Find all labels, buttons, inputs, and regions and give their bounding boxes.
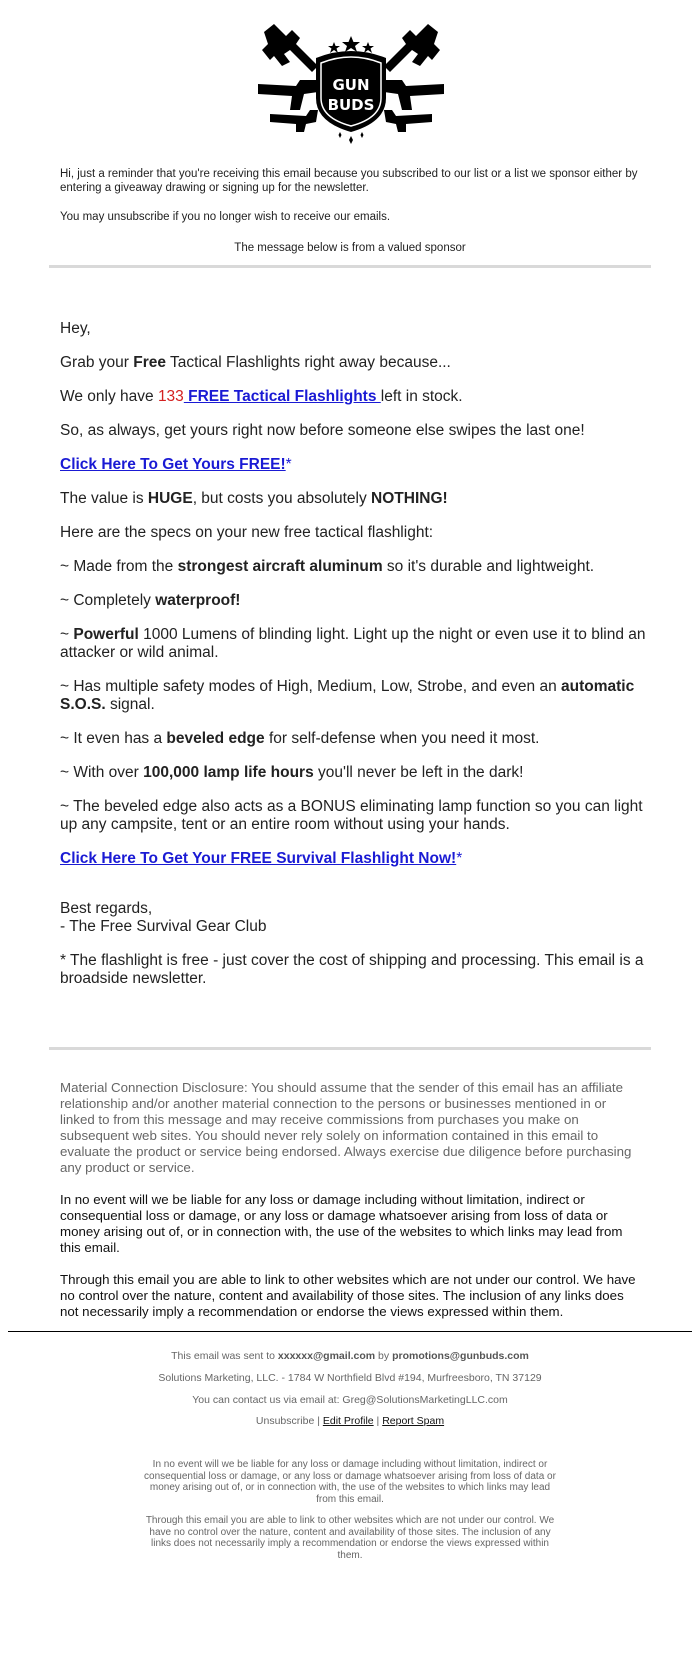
spec-item: ~ The beveled edge also acts as a BONUS eliminating lamp function so you can light up any campsite, tent or an entire room without using your hands.: [60, 798, 643, 833]
unsubscribe-note: You may unsubscribe if you no longer wish to receive our emails.: [60, 211, 391, 223]
signoff: Best regards,: [60, 900, 153, 917]
company-address: Solutions Marketing, LLC. - 1784 W Northfield Blvd #194, Murfreesboro, TN 37129: [158, 1372, 542, 1384]
footer-links: Unsubscribe | Edit Profile | Report Spam: [255, 1415, 445, 1427]
spec-item: ~ Completely waterproof!: [60, 592, 241, 609]
contact-line: You can contact us via email at: Greg@SolutionsMarketingLLC.com: [192, 1394, 508, 1406]
liability-notice: In no event will we be liable for any loss or damage including without limitation, indirect or consequential loss or damage, or any loss or damage whatsoever arising from loss of data or money arising out of, or in connection with, the use of the websites to which links may lead from this email.: [60, 1192, 623, 1255]
paragraph: The value is HUGE, but costs you absolutely NOTHING!: [60, 490, 448, 507]
subscription-reminder: Hi, just a reminder that you're receiving this email because you subscribed to our list or a list we sponsor either by entering a giveaway drawing or signing up for the newsletter.: [60, 168, 638, 194]
spec-item: ~ It even has a beveled edge for self-defense when you need it most.: [60, 730, 540, 747]
paragraph: Here are the specs on your new free tactical flashlight:: [60, 524, 434, 541]
sent-to-line: This email was sent to xxxxxx@gmail.com by promotions@gunbuds.com: [171, 1350, 529, 1362]
cta-paragraph: Click Here To Get Yours FREE!*: [60, 456, 292, 473]
footer-legal: [140, 1459, 560, 1571]
spec-item: ~ Made from the strongest aircraft aluminum so it's durable and lightweight.: [60, 558, 595, 575]
survival-flashlight-link[interactable]: Click Here To Get Your FREE Survival Flashlight Now!: [60, 850, 457, 867]
get-yours-free-link[interactable]: Click Here To Get Yours FREE!: [60, 456, 286, 473]
right-gun-icon: [384, 24, 444, 132]
paragraph: So, as always, get yours right now before someone else swipes the last one!: [60, 422, 585, 439]
footnote: * The flashlight is free - just cover the cost of shipping and processing. This email is a broadside newsletter.: [60, 952, 644, 987]
footer-links-notice: Through this email you are able to link to other websites which are not under our control. We have no control over the nature, content and availability of those sites. The inclusion of any links does not necessarily imply a recommendation or endorse the views expressed within them.: [145, 1515, 555, 1561]
signature: - The Free Survival Gear Club: [60, 918, 267, 935]
logo-text-gun: GUN: [332, 76, 370, 94]
paragraph: Grab your Free Tactical Flashlights right away because...: [60, 354, 451, 371]
paragraph: We only have 133 FREE Tactical Flashlights left in stock.: [60, 388, 463, 405]
spec-item: ~ With over 100,000 lamp life hours you'll never be left in the dark!: [60, 764, 524, 781]
external-links-notice: Through this email you are able to link to other websites which are not under our control. We have no control over the nature, content and availability of those sites. The inclusion of any links does not necessarily imply a recommendation or endorse the views expressed within them.: [60, 1272, 636, 1319]
footer-liability: In no event will we be liable for any loss or damage including without limitation, indirect or consequential loss or damage, or any loss or damage whatsoever arising from loss of data or money arising out of, or in connection with, the use of the websites to which links may lead from this email.: [144, 1459, 556, 1505]
spec-item: ~ Powerful 1000 Lumens of blinding light. Light up the night or even use it to blind an attacker or wild animal.: [60, 626, 646, 661]
report-spam-link[interactable]: Report Spam: [382, 1415, 445, 1427]
gunbuds-logo: [256, 14, 446, 148]
cta-paragraph: Click Here To Get Your FREE Survival Flashlight Now!*: [60, 850, 463, 867]
footer-divider: [8, 1331, 692, 1332]
divider: [49, 1047, 651, 1050]
email-body: [60, 320, 650, 1004]
divider: [49, 265, 651, 268]
material-disclosure: Material Connection Disclosure: You should assume that the sender of this email has an affiliate relationship and/or another material connection to the persons or businesses mentioned in or linked to from this message and may receive commissions from purchases you make on subsequent web sites. You should never rely solely on information contained in this email to evaluate the product or service being endorsed. Always exercise due diligence before purchasing any product or service.: [60, 1080, 632, 1175]
edit-profile-link[interactable]: Edit Profile: [322, 1415, 374, 1427]
unsubscribe-link[interactable]: Unsubscribe: [255, 1415, 315, 1427]
greeting: Hey,: [60, 320, 91, 337]
left-gun-icon: [258, 24, 318, 132]
logo-text-buds: BUDS: [327, 96, 375, 114]
disclaimer: [60, 1080, 642, 1336]
sponsor-note: The message below is from a valued sponsor: [234, 242, 466, 254]
spec-item: ~ Has multiple safety modes of High, Medium, Low, Strobe, and even an automatic S.O.S. signal.: [60, 678, 635, 713]
stock-count: 133: [157, 388, 184, 405]
free-flashlights-link[interactable]: FREE Tactical Flashlights: [183, 388, 381, 405]
